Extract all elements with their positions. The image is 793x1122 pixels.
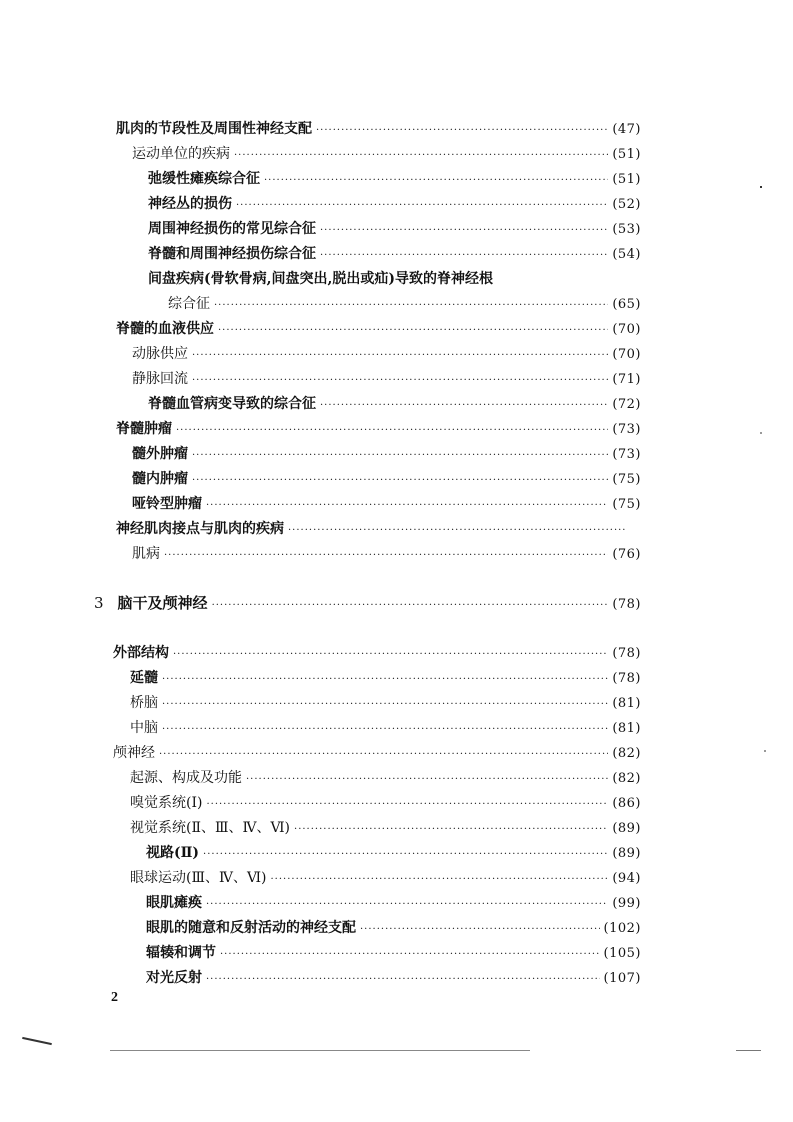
scan-artifact-dot xyxy=(760,432,762,434)
toc-entry-page: (65) xyxy=(612,297,641,312)
leader-dots xyxy=(271,869,609,891)
toc-entry-title: 间盘疾病(骨软骨病,间盘突出,脱出或疝)导致的脊神经根 xyxy=(148,271,493,287)
toc-entry-title: 髓外肿瘤 xyxy=(132,446,188,462)
toc-entry[interactable] xyxy=(146,967,641,989)
toc-entry[interactable] xyxy=(146,917,641,939)
toc-entry-title: 神经肌肉接点与肌肉的疾病 xyxy=(116,521,284,537)
toc-entry-page: (89) xyxy=(612,846,641,861)
toc-entry[interactable] xyxy=(148,243,641,265)
toc-entry-title: 动脉供应 xyxy=(132,346,188,362)
toc-entry-page: (72) xyxy=(612,397,641,412)
toc-entry[interactable] xyxy=(148,268,641,290)
toc-entry[interactable] xyxy=(113,642,641,664)
leader-dots xyxy=(192,370,608,392)
toc-entry-page: (70) xyxy=(612,322,641,337)
toc-entry-title: 髓内肿瘤 xyxy=(132,471,188,487)
toc-entry-title: 周围神经损伤的常见综合征 xyxy=(148,221,316,237)
toc-entry-title: 延髓 xyxy=(130,670,158,686)
toc-entry[interactable] xyxy=(116,518,631,540)
toc-entry-title: 对光反射 xyxy=(146,970,202,986)
toc-entry[interactable] xyxy=(132,493,641,515)
toc-entry-title: 哑铃型肿瘤 xyxy=(132,496,202,512)
leader-dots xyxy=(206,894,608,916)
toc-entry-page: (94) xyxy=(612,871,641,886)
toc-entry-page: (107) xyxy=(603,971,641,986)
toc-entry[interactable] xyxy=(148,193,641,215)
toc-entry-page: (78) xyxy=(612,671,641,686)
toc-entry[interactable] xyxy=(130,692,641,714)
scan-artifact-dot xyxy=(764,750,766,752)
toc-entry-title: 弛缓性瘫痪综合征 xyxy=(148,171,260,187)
toc-entry-title: 运动单位的疾病 xyxy=(132,146,230,162)
toc-entry-page: (54) xyxy=(612,247,641,262)
leader-dots xyxy=(212,595,609,617)
toc-entry[interactable] xyxy=(146,892,641,914)
toc-entry[interactable] xyxy=(132,468,641,490)
leader-dots xyxy=(360,919,600,941)
toc-entry-title: 视觉系统(Ⅱ、Ⅲ、Ⅳ、Ⅵ) xyxy=(130,820,291,836)
toc-entry[interactable] xyxy=(130,767,641,789)
chapter-page: (78) xyxy=(612,597,641,612)
leader-dots xyxy=(162,719,608,741)
toc-entry-title: 肌肉的节段性及周围性神经支配 xyxy=(116,121,312,137)
scan-artifact-line xyxy=(110,1050,530,1051)
toc-entry-title: 中脑 xyxy=(130,720,158,736)
toc-entry-title: 眼球运动(Ⅲ、Ⅳ、Ⅵ) xyxy=(130,870,267,886)
leader-dots xyxy=(264,170,608,192)
leader-dots xyxy=(320,245,608,267)
toc-entry-title: 脊髓的血液供应 xyxy=(116,321,214,337)
toc-entry-title: 颅神经 xyxy=(113,745,155,761)
toc-entry-title: 嗅觉系统(Ⅰ) xyxy=(130,795,203,811)
leader-dots xyxy=(176,420,608,442)
leader-dots xyxy=(203,844,608,866)
leader-dots xyxy=(206,969,600,991)
toc-entry-title: 静脉回流 xyxy=(132,371,188,387)
toc-entry-page: (102) xyxy=(603,921,641,936)
toc-entry-title: 神经丛的损伤 xyxy=(148,196,232,212)
chapter-number: 3 xyxy=(94,594,104,612)
scan-artifact-line xyxy=(22,1037,52,1045)
toc-entry[interactable] xyxy=(146,842,641,864)
leader-dots xyxy=(214,295,608,317)
toc-entry-page: (75) xyxy=(612,472,641,487)
toc-entry-title: 眼肌瘫痪 xyxy=(146,895,202,911)
leader-dots xyxy=(159,744,608,766)
toc-entry[interactable] xyxy=(148,393,641,415)
leader-dots xyxy=(218,320,608,342)
chapter-heading[interactable] xyxy=(94,592,641,614)
leader-dots xyxy=(220,944,600,966)
toc-entry[interactable] xyxy=(116,318,641,340)
toc-entry-page: (47) xyxy=(612,122,641,137)
leader-dots xyxy=(162,669,608,691)
toc-entry[interactable] xyxy=(130,817,641,839)
scan-artifact-line xyxy=(736,1050,761,1051)
toc-entry-page: (82) xyxy=(612,746,641,761)
toc-entry-page: (81) xyxy=(612,696,641,711)
leader-dots xyxy=(234,145,608,167)
toc-entry-title: 辐辏和调节 xyxy=(146,945,216,961)
toc-entry[interactable] xyxy=(168,293,641,315)
toc-entry[interactable] xyxy=(130,667,641,689)
toc-entry[interactable] xyxy=(116,418,641,440)
leader-dots xyxy=(206,794,608,816)
leader-dots xyxy=(162,694,608,716)
toc-entry[interactable] xyxy=(148,218,641,240)
toc-entry-page: (99) xyxy=(612,896,641,911)
toc-entry-title: 脊髓肿瘤 xyxy=(116,421,172,437)
toc-entry-title: 肌病 xyxy=(132,546,160,562)
toc-entry-page: (53) xyxy=(612,222,641,237)
toc-entry-page: (78) xyxy=(612,646,641,661)
toc-entry[interactable] xyxy=(148,168,641,190)
toc-entry[interactable] xyxy=(116,118,641,140)
toc-entry-page: (71) xyxy=(612,372,641,387)
leader-dots xyxy=(320,395,608,417)
leader-dots xyxy=(192,470,608,492)
leader-dots xyxy=(236,195,608,217)
toc-entry-page: (51) xyxy=(612,147,641,162)
chapter-title: 脑干及颅神经 xyxy=(117,594,208,612)
leader-dots xyxy=(288,520,627,542)
toc-entry[interactable] xyxy=(132,343,641,365)
toc-entry-page: (75) xyxy=(612,497,641,512)
toc-entry[interactable] xyxy=(130,792,641,814)
toc-entry[interactable] xyxy=(146,942,641,964)
scan-artifact-dot xyxy=(760,186,762,188)
leader-dots xyxy=(192,445,608,467)
leader-dots xyxy=(246,769,608,791)
leader-dots xyxy=(164,545,608,567)
toc-entry-page: (86) xyxy=(612,796,641,811)
toc-entry[interactable] xyxy=(130,867,641,889)
toc-entry[interactable] xyxy=(132,368,641,390)
toc-entry-page: (76) xyxy=(612,547,641,562)
toc-entry-title: 脊髓和周围神经损伤综合征 xyxy=(148,246,316,262)
leader-dots xyxy=(316,120,608,142)
page-number: 2 xyxy=(111,990,118,1005)
toc-entry-page: (82) xyxy=(612,771,641,786)
toc-entry-page: (51) xyxy=(612,172,641,187)
toc-entry-title: 外部结构 xyxy=(113,645,169,661)
leader-dots xyxy=(294,819,608,841)
leader-dots xyxy=(173,644,608,666)
toc-entry-page: (89) xyxy=(612,821,641,836)
toc-entry-page: (70) xyxy=(612,347,641,362)
toc-entry-title: 综合征 xyxy=(168,296,210,312)
toc-entry[interactable] xyxy=(132,143,641,165)
toc-entry-title: 桥脑 xyxy=(130,695,158,711)
toc-entry[interactable] xyxy=(130,717,641,739)
toc-entry[interactable] xyxy=(113,742,641,764)
leader-dots xyxy=(320,220,608,242)
toc-entry-title: 眼肌的随意和反射活动的神经支配 xyxy=(146,920,356,936)
toc-entry-page: (73) xyxy=(612,422,641,437)
toc-entry-page: (73) xyxy=(612,447,641,462)
toc-entry-page: (105) xyxy=(603,946,641,961)
toc-entry-page: (52) xyxy=(612,197,641,212)
toc-entry[interactable] xyxy=(132,543,641,565)
toc-entry-page: (81) xyxy=(612,721,641,736)
toc-entry[interactable] xyxy=(132,443,641,465)
leader-dots xyxy=(206,495,608,517)
toc-entry-title: 脊髓血管病变导致的综合征 xyxy=(148,396,316,412)
leader-dots xyxy=(192,345,608,367)
toc-entry-title: 视路(Ⅱ) xyxy=(146,845,200,861)
toc-entry-title: 起源、构成及功能 xyxy=(130,770,242,786)
